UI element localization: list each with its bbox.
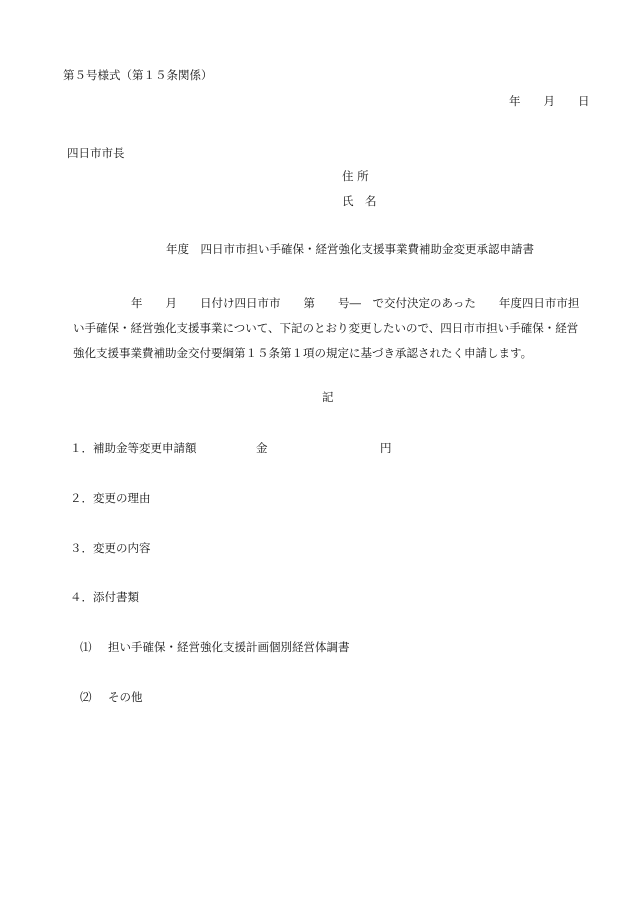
item-4-label: ４．添付書類 [70, 590, 139, 604]
item-1-kin: 金 [256, 441, 268, 455]
body-paragraph [73, 291, 593, 366]
name-label: 氏 名 [342, 194, 377, 208]
ki-heading: 記 [322, 390, 334, 404]
item-2-label: ２．変更の理由 [70, 491, 151, 505]
addressee: 四日市市長 [67, 146, 125, 160]
item-1-yen: 円 [380, 441, 392, 455]
body-line-2: い手確保・経営強化支援事業について、下記のとおり変更したいので、四日市市担い手確保・経営 [73, 321, 579, 335]
item-1-label: １．補助金等変更申請額 [70, 441, 197, 455]
attachment-2-number: ⑵ [80, 690, 92, 704]
item-3-label: ３．変更の内容 [70, 541, 151, 555]
document-title: 年度 四日市市担い手確保・経営強化支援事業費補助金変更承認申請書 [166, 242, 534, 256]
body-line-3: 強化支援事業費補助金交付要綱第１５条第１項の規定に基づき承認されたく申請します。 [73, 346, 533, 360]
date-line: 年 月 日 [509, 94, 590, 108]
attachment-1-number: ⑴ [80, 640, 92, 654]
attachment-1-text: 担い手確保・経営強化支援計画個別経営体調書 [108, 640, 350, 654]
body-line-1: 年 月 日付け四日市市 第 号― で交付決定のあった 年度四日市市担 [131, 296, 580, 310]
attachment-2-text: その他 [108, 690, 143, 704]
form-label: 第５号様式（第１５条関係） [63, 68, 213, 82]
address-label: 住 所 [342, 169, 369, 183]
